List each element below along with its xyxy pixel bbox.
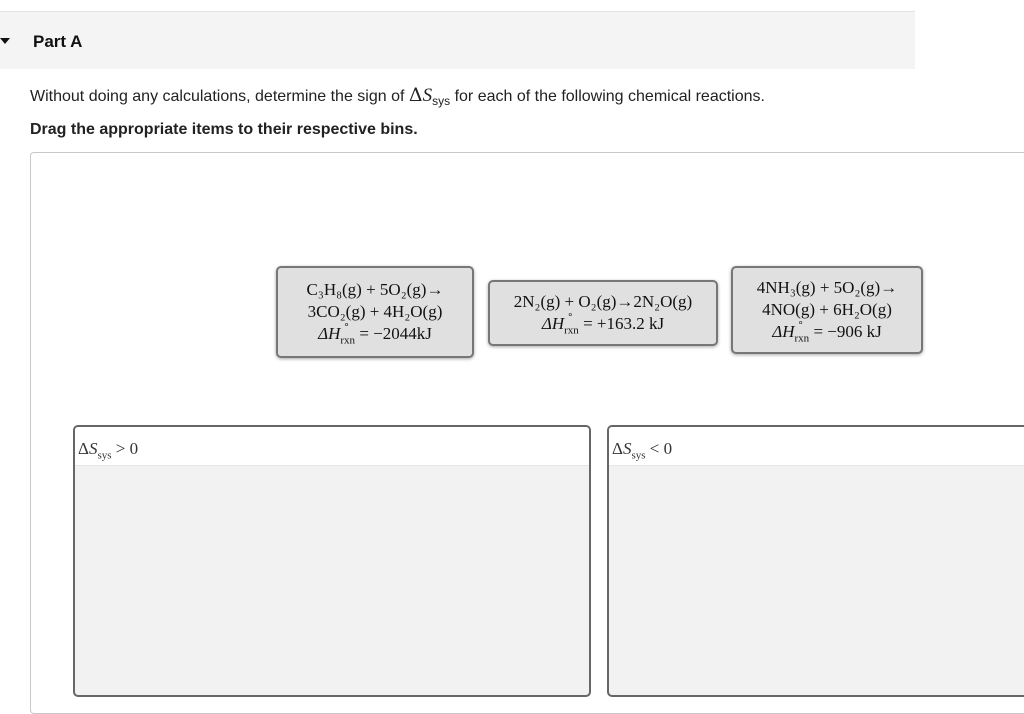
reaction-line-2: 4NO(g) + 6H₂O(g) [762,300,892,319]
reaction-token-nitrous-oxide[interactable] [488,280,718,346]
bin-entropy-negative[interactable] [607,425,1024,697]
delta-symbol: Δ [612,439,623,458]
bin-label-negative [612,439,673,462]
entropy-subscript: sys [432,94,451,108]
entropy-symbol: S [422,85,433,106]
bin-relation: > 0 [115,439,139,458]
reaction-line-2: 3CO₂(g) + 4H₂O(g) [307,302,443,321]
enthalpy-subscript: rxn [794,332,810,345]
entropy-subscript: sys [97,449,112,462]
delta-symbol: Δ [408,84,423,106]
degree-symbol: ∘ [343,320,350,331]
enthalpy-symbol: ΔH [541,314,565,333]
question-prefix: Without doing any calculations, determine the sign of [30,88,405,105]
degree-symbol: ∘ [797,318,804,329]
reaction-line-1: 4NH₃(g) + 5O₂(g)→ [756,278,898,297]
reaction-line-1: 2N₂(g) + O₂(g)→2N₂O(g) [513,292,693,311]
enthalpy-subscript: rxn [564,324,579,337]
entropy-symbol: S [88,439,98,458]
part-title[interactable]: Part A [33,32,83,51]
bin-relation: < 0 [649,439,673,458]
enthalpy-line [490,310,716,337]
enthalpy-symbol: ΔH [772,322,795,341]
bin-header [75,427,589,466]
bin-header [609,427,1024,466]
question-suffix: for each of the following chemical reactions. [454,88,765,105]
question-text [30,84,765,108]
enthalpy-symbol: ΔH [318,324,341,343]
reaction-token-propane-combustion[interactable] [276,266,474,358]
drag-instruction: Drag the appropriate items to their respective bins. [30,121,418,138]
enthalpy-value: = −2044kJ [359,324,432,343]
delta-symbol: Δ [78,439,89,458]
enthalpy-subscript: rxn [340,334,356,347]
entropy-subscript: sys [631,449,646,462]
degree-symbol: ∘ [567,310,574,321]
bin-entropy-positive[interactable] [73,425,591,697]
reaction-line-1: C₃H₈(g) + 5O₂(g)→ [306,280,444,299]
collapse-caret-icon[interactable] [0,38,10,44]
enthalpy-value: = +163.2 kJ [583,314,665,333]
reaction-token-ammonia-oxidation[interactable] [731,266,923,354]
entropy-symbol: S [622,439,632,458]
part-header[interactable] [0,12,915,69]
enthalpy-line [733,318,921,345]
enthalpy-value: = −906 kJ [813,322,882,341]
enthalpy-line [278,320,472,347]
bin-label-positive [78,439,139,462]
